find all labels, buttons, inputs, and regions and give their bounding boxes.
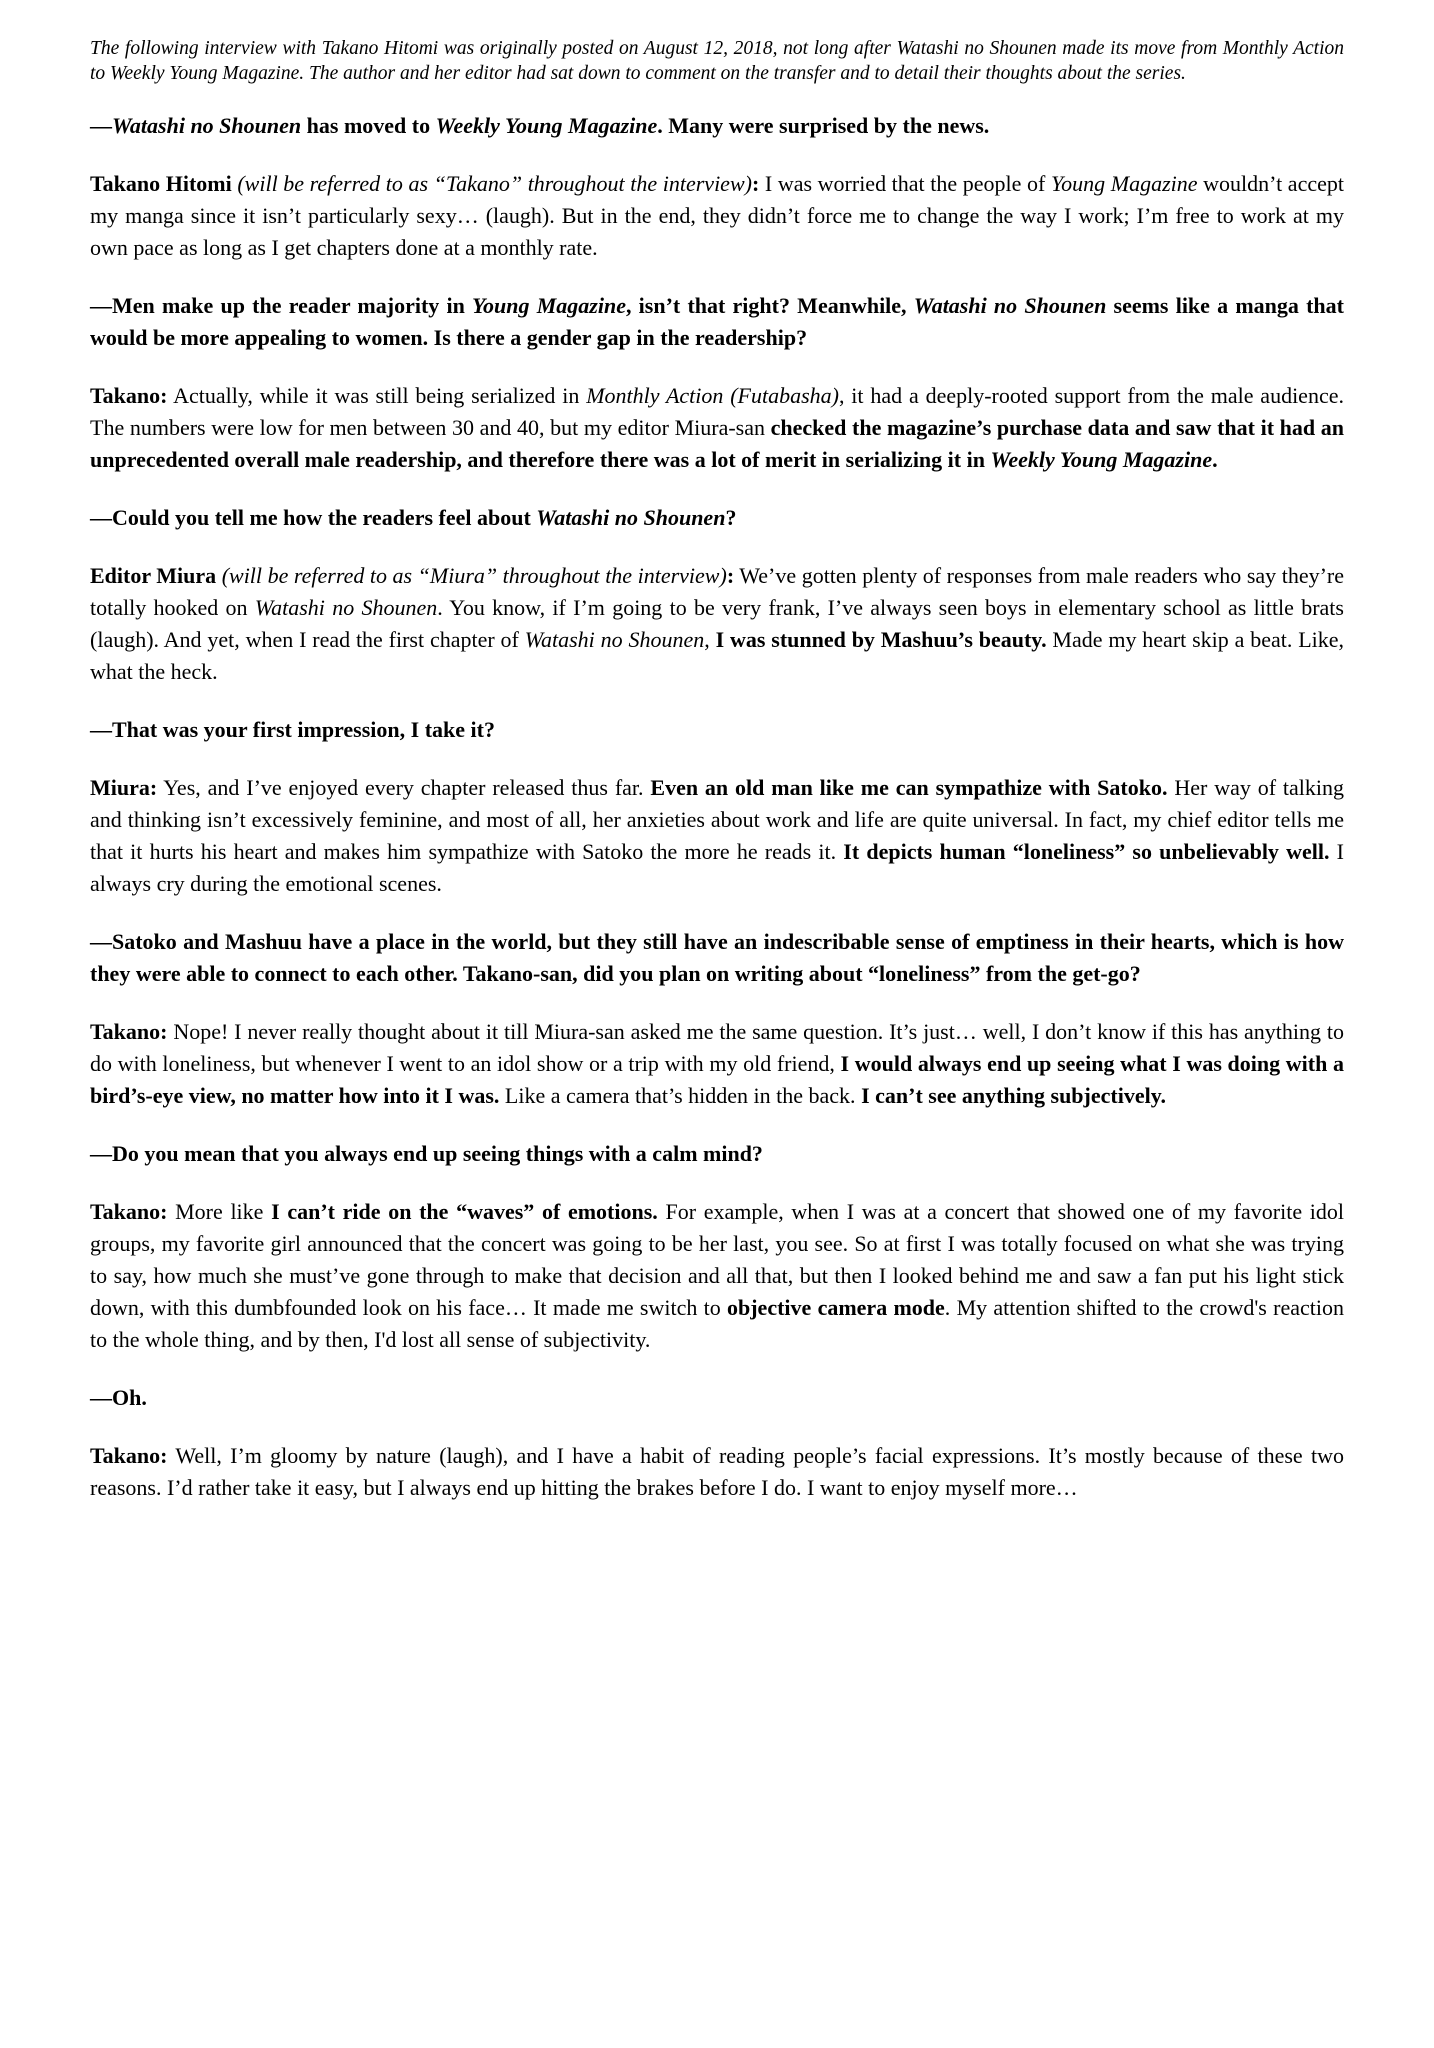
interview-question bbox=[90, 714, 1344, 746]
text-segment: —Men make up the reader majority in bbox=[90, 293, 473, 318]
text-segment: It depicts human “loneliness” so unbelievably well. bbox=[843, 839, 1330, 864]
text-segment: We’ve gotten plenty of responses from male readers who say they’re totally hooked on bbox=[90, 563, 1344, 620]
text-segment: wouldn’t accept my manga since it isn’t particularly sexy… (laugh). But in the end, they didn’t force me to change the way I work; I’m free to work at my own pace as long as I get chapters done at a monthly rate. bbox=[90, 171, 1344, 260]
text-segment: Miura: bbox=[90, 775, 158, 800]
text-segment: , isn’t that right? Meanwhile, bbox=[625, 293, 914, 318]
text-segment: Like a camera that’s hidden in the back. bbox=[499, 1083, 862, 1108]
text-segment: Well, I’m gloomy by nature (laugh), and I have a habit of reading people’s facial expressions. It’s mostly because of these two reasons. I’d rather take it easy, but I always end up hitting the brakes before I do. I want to enjoy myself more… bbox=[90, 1443, 1344, 1500]
interview-question bbox=[90, 502, 1344, 534]
text-segment: Her way of talking and thinking isn’t excessively feminine, and most of all, her anxieties about work and life are quite universal. In fact, my chief editor tells me that it hurts his heart and makes him sympathize with Satoko the more he reads it. bbox=[90, 775, 1344, 864]
text-segment: Monthly Action (Futabasha) bbox=[586, 383, 839, 408]
text-segment: Editor Miura bbox=[90, 563, 217, 588]
text-segment: Even an old man like me can sympathize with Satoko. bbox=[650, 775, 1168, 800]
text-segment: . bbox=[1212, 447, 1218, 472]
text-segment: . My attention shifted to the crowd's reaction to the whole thing, and by then, I'd lost all sense of subjectivity. bbox=[90, 1295, 1344, 1352]
text-segment: I was stunned by Mashuu’s beauty. bbox=[715, 627, 1047, 652]
text-segment: Watashi no Shounen bbox=[254, 595, 438, 620]
interview-question bbox=[90, 290, 1344, 354]
text-segment: Takano: bbox=[90, 1199, 168, 1224]
text-segment: Weekly Young Magazine bbox=[435, 113, 658, 138]
text-segment: Takano: bbox=[90, 1443, 168, 1468]
interview-question bbox=[90, 1138, 1344, 1170]
interview-question bbox=[90, 110, 1344, 142]
interview-answer bbox=[90, 168, 1344, 264]
text-segment: Takano: bbox=[90, 1019, 168, 1044]
text-segment: I would always end up seeing what I was doing with a bird’s-eye view, no matter how into it I was. bbox=[90, 1051, 1344, 1108]
text-segment: Young Magazine bbox=[1050, 171, 1198, 196]
text-segment: Young Magazine bbox=[472, 293, 626, 318]
text-segment: , bbox=[704, 627, 716, 652]
text-segment: I can’t see anything subjectively. bbox=[861, 1083, 1167, 1108]
text-segment: ? bbox=[725, 505, 737, 530]
text-segment: —Could you tell me how the readers feel about bbox=[90, 505, 537, 530]
text-segment: I can’t ride on the “waves” of emotions. bbox=[271, 1199, 658, 1224]
interview-intro-note bbox=[90, 36, 1344, 86]
text-segment: objective camera mode bbox=[727, 1295, 945, 1320]
interview-answer bbox=[90, 1016, 1344, 1112]
text-segment: —Do you mean that you always end up seeing things with a calm mind? bbox=[90, 1141, 763, 1166]
text-segment: Actually, while it was still being serialized in bbox=[167, 383, 587, 408]
text-segment: Weekly Young Magazine bbox=[990, 447, 1213, 472]
text-segment: . Many were surprised by the news. bbox=[657, 113, 990, 138]
interview-answer bbox=[90, 1196, 1344, 1356]
text-segment: — bbox=[90, 113, 112, 138]
interview-answer bbox=[90, 1440, 1344, 1504]
text-segment: Yes, and I’ve enjoyed every chapter released thus far. bbox=[157, 775, 651, 800]
interview-answer bbox=[90, 380, 1344, 476]
text-segment: Nope! I never really thought about it till Miura-san asked me the same question. It’s just… well, I don’t know if this has anything to do with loneliness, but whenever I went to an idol show or a trip with my old friend, bbox=[90, 1019, 1344, 1076]
text-segment: Watashi no Shounen bbox=[524, 627, 705, 652]
text-segment: , it had a deeply-rooted support from the male audience. The numbers were low for men between 30 and 40, but my editor Miura-san bbox=[90, 383, 1344, 440]
interview-answer bbox=[90, 772, 1344, 900]
text-segment: (will be referred to as “Miura” throughout the interview) bbox=[216, 563, 727, 588]
text-segment: has moved to bbox=[301, 113, 436, 138]
text-segment: Watashi no Shounen bbox=[913, 293, 1107, 318]
text-segment: Takano: bbox=[90, 383, 168, 408]
text-segment: —That was your first impression, I take it? bbox=[90, 717, 495, 742]
text-segment: I always cry during the emotional scenes. bbox=[90, 839, 1345, 896]
text-segment: checked the magazine’s purchase data and saw that it had an unprecedented overall male readership, and therefore there was a lot of merit in serializing it in bbox=[90, 415, 1344, 472]
text-segment: Watashi no Shounen bbox=[536, 505, 726, 530]
text-segment: —Satoko and Mashuu have a place in the world, but they still have an indescribable sense of emptiness in their hearts, which is how they were able to connect to each other. Takano-san, did you plan on writing about “loneliness” from the get-go? bbox=[90, 929, 1344, 986]
text-segment: : bbox=[726, 563, 735, 588]
interview-question bbox=[90, 1382, 1344, 1414]
text-segment: Watashi no Shounen bbox=[112, 113, 302, 138]
text-segment: (will be referred to as “Takano” throughout the interview) bbox=[231, 171, 752, 196]
text-segment: Made my heart skip a beat. Like, what the heck. bbox=[90, 627, 1345, 684]
interview-question bbox=[90, 926, 1344, 990]
text-segment: seems like a manga that would be more appealing to women. Is there a gender gap in the readership? bbox=[90, 293, 1344, 350]
text-segment: : bbox=[751, 171, 760, 196]
text-segment: —Oh. bbox=[90, 1385, 147, 1410]
text-segment: I was worried that the people of bbox=[759, 171, 1051, 196]
text-segment: . You know, if I’m going to be very frank, I’ve always seen boys in elementary school as little brats (laugh). And yet, when I read the first chapter of bbox=[90, 595, 1344, 652]
interview-answer bbox=[90, 560, 1344, 688]
text-segment: Takano Hitomi bbox=[90, 171, 232, 196]
text-segment: For example, when I was at a concert that showed one of my favorite idol groups, my favorite girl announced that the concert was going to be her last, you see. So at first I was totally focused on what she was trying to say, how much she must’ve gone through to make that decision and all that, but then I looked behind me and saw a fan put his light stick down, with this dumbfounded look on his face… It made me switch to bbox=[90, 1199, 1344, 1320]
text-segment: The following interview with Takano Hitomi was originally posted on August 12, 2018, not long after Watashi no Shounen made its move from Monthly Action to Weekly Young Magazine. The author and her editor had sat down to comment on the transfer and to detail their thoughts about the series. bbox=[90, 38, 1344, 84]
text-segment: More like bbox=[167, 1199, 272, 1224]
